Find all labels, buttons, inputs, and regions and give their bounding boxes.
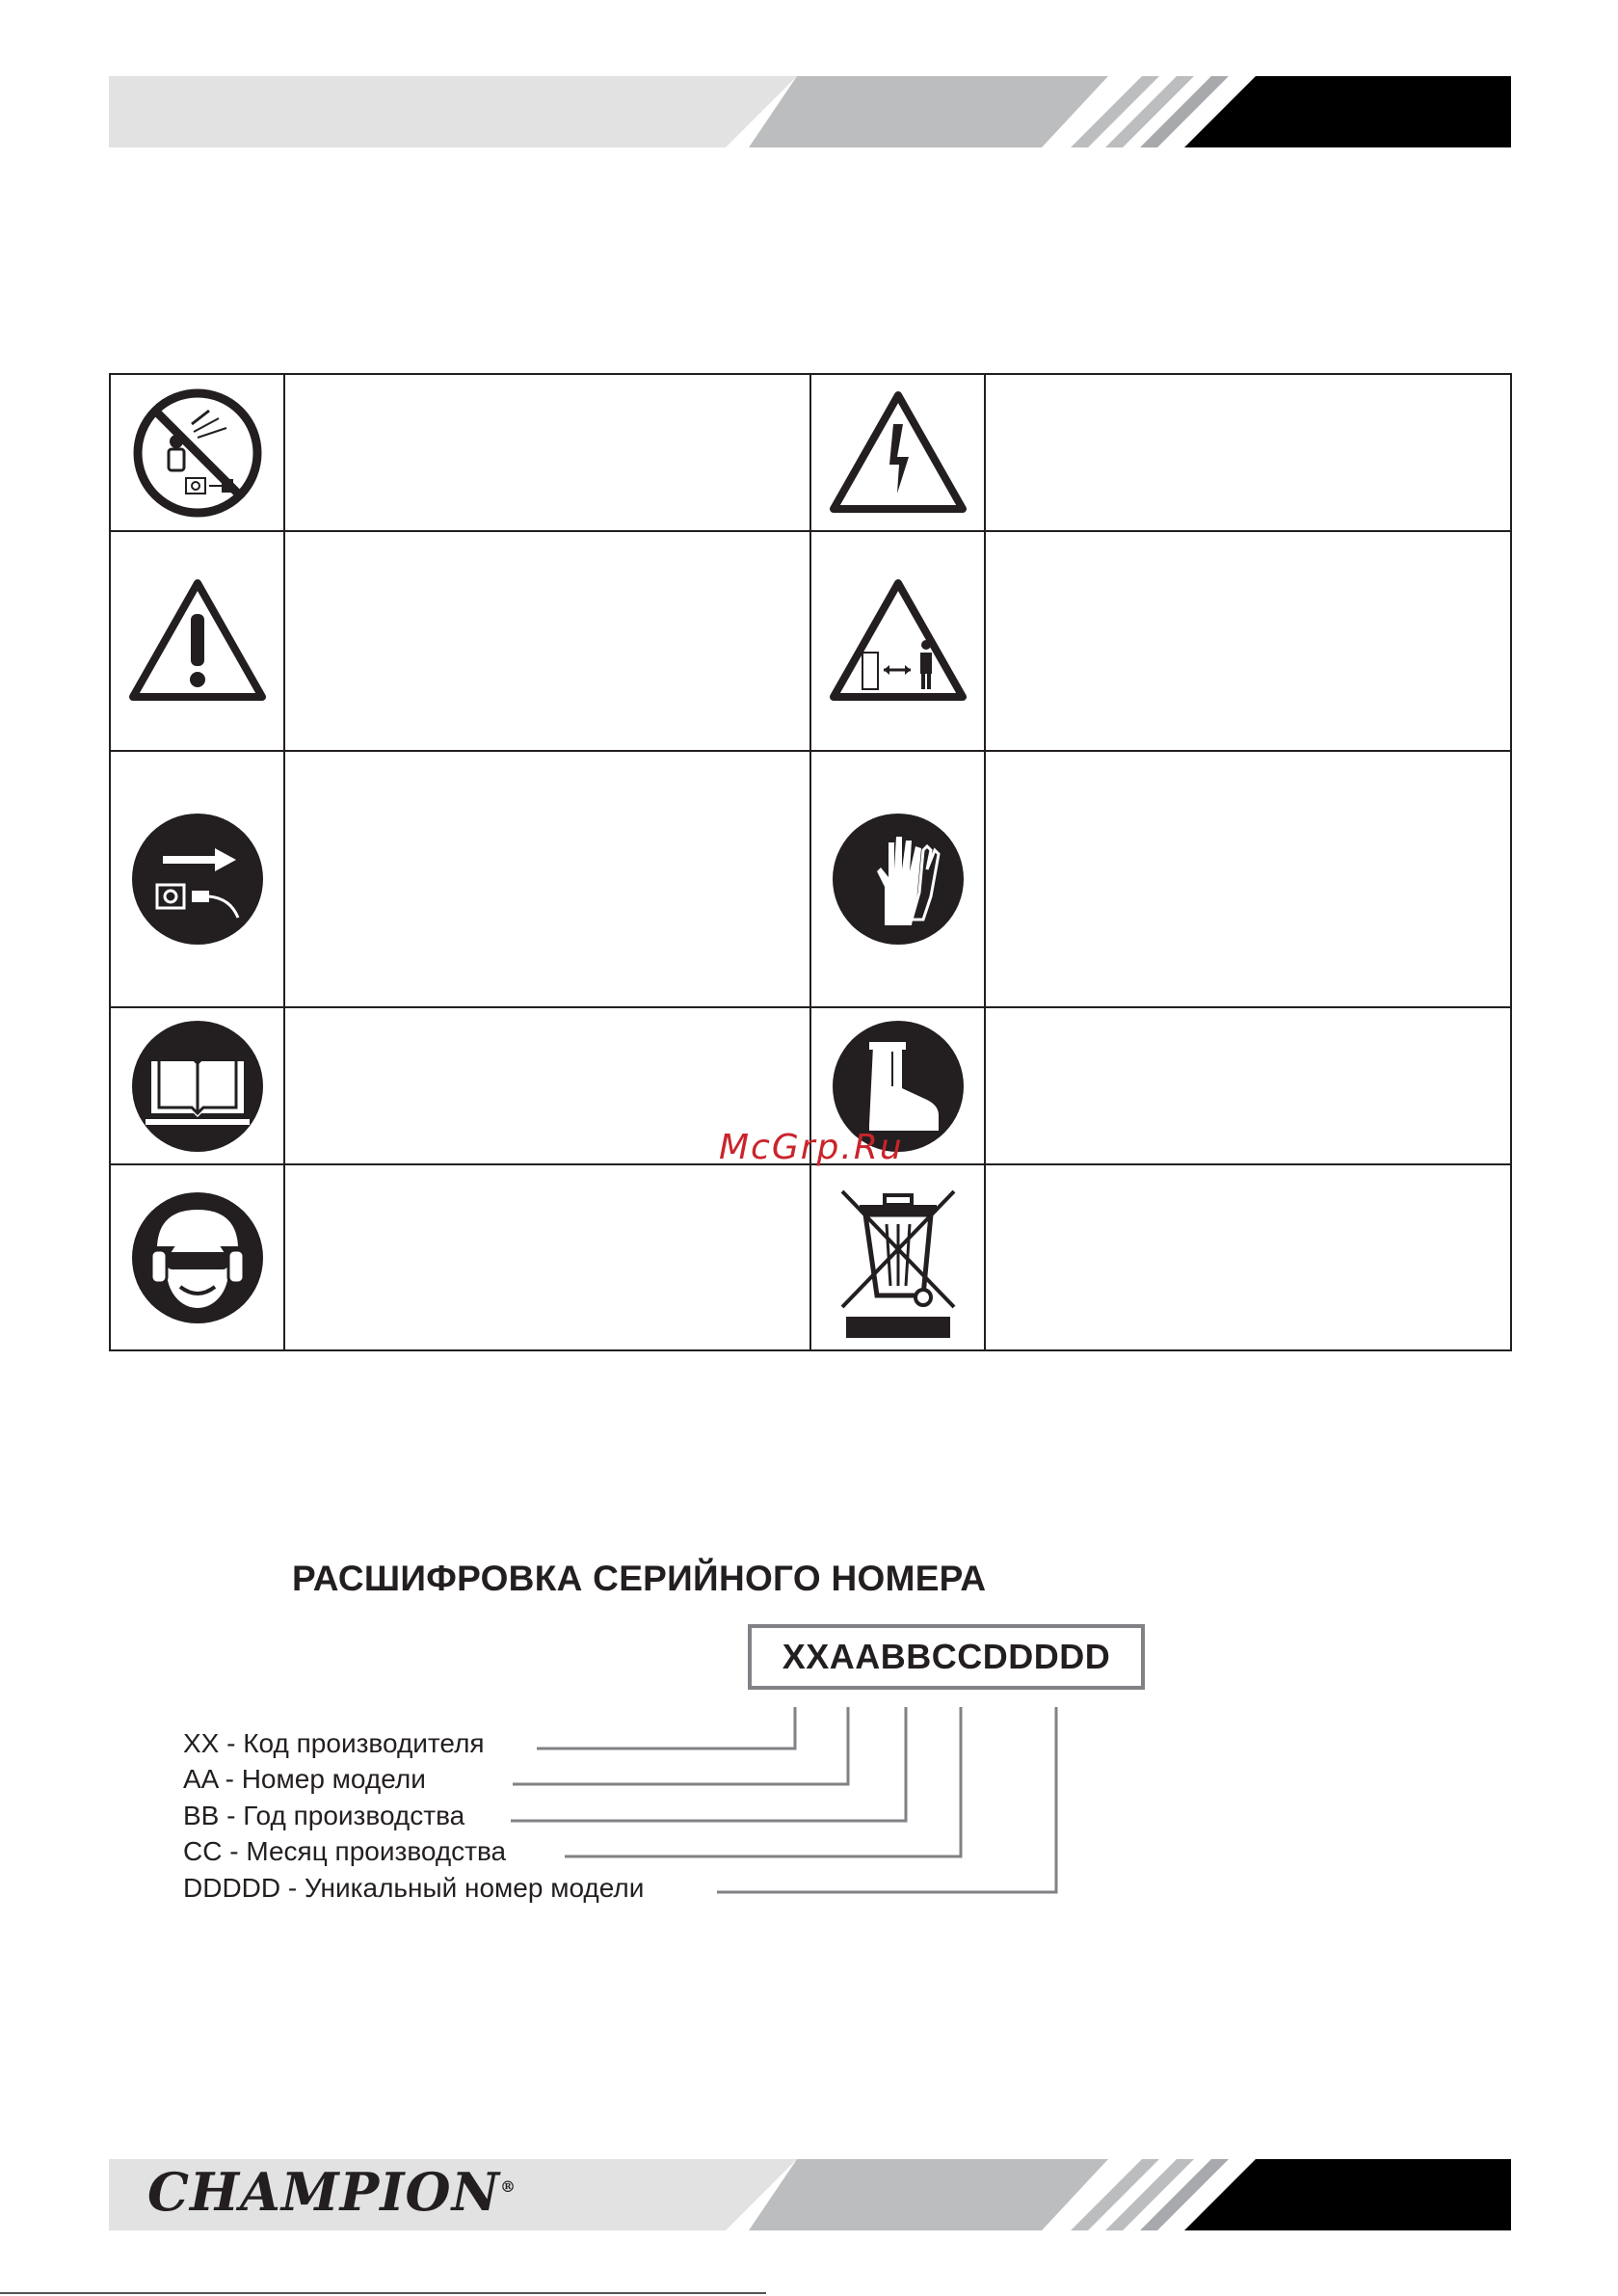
legend-meaning: Номер модели: [241, 1764, 426, 1794]
unplug-before-service-icon: [130, 812, 265, 947]
legend-meaning: Код производителя: [243, 1728, 485, 1758]
symbol-description: [985, 1164, 1511, 1350]
wear-protective-gloves-icon: [831, 812, 966, 947]
table-row: [110, 374, 1511, 531]
symbol-cell: [810, 374, 985, 531]
registered-mark: ®: [499, 2177, 517, 2196]
symbol-cell: [810, 531, 985, 751]
watermark: McGrp.Ru: [719, 1128, 904, 1167]
no-household-waste-disposal-icon: [831, 1176, 966, 1340]
legend-code: DDDDD: [183, 1873, 281, 1903]
legend-code: BB: [183, 1801, 220, 1830]
symbol-description: [985, 751, 1511, 1007]
legend-code: AA: [183, 1764, 218, 1794]
brand-name: CHAMPION: [147, 2161, 500, 2223]
table-row: [110, 531, 1511, 751]
symbol-cell: [810, 751, 985, 1007]
serial-decoding-title: РАСШИФРОВКА СЕРИЙНОГО НОМЕРА: [292, 1559, 987, 1598]
legend-item-production-month: CC - Месяц производства: [183, 1836, 507, 1866]
legend-item-model-number: AA - Номер модели: [183, 1764, 426, 1794]
champion-logo: [147, 2161, 517, 2223]
symbol-description: [985, 1007, 1511, 1164]
symbol-cell: [110, 374, 284, 531]
read-manual-icon: [130, 1019, 265, 1154]
high-voltage-warning-icon: [826, 386, 970, 521]
table-row: [110, 1164, 1511, 1350]
symbol-cell: [110, 1007, 284, 1164]
legend-item-manufacturer-code: XX - Код производителя: [183, 1728, 485, 1758]
symbol-cell: [110, 751, 284, 1007]
keep-safe-distance-warning-icon: [826, 574, 970, 708]
legend-code: XX: [183, 1728, 220, 1758]
wear-eye-and-ear-protection-icon: [130, 1190, 265, 1325]
symbol-cell: [110, 1164, 284, 1350]
table-row: [110, 751, 1511, 1007]
symbol-cell: [110, 531, 284, 751]
header-band: [109, 76, 1511, 147]
symbol-description: [284, 1164, 810, 1350]
serial-format-box: XXAABBCCDDDDD: [748, 1624, 1145, 1690]
symbol-description: [985, 374, 1511, 531]
symbol-description: [284, 374, 810, 531]
legend-meaning: Год производства: [243, 1801, 465, 1830]
general-caution-warning-icon: [125, 574, 270, 708]
legend-code: CC: [183, 1836, 223, 1866]
legend-item-unique-number: DDDDD - Уникальный номер модели: [183, 1873, 645, 1903]
legend-meaning: Месяц производства: [246, 1836, 507, 1866]
safety-symbols-table: [109, 373, 1512, 1351]
no-water-spray-on-person-and-electrics-icon: [130, 386, 265, 521]
legend-item-production-year: BB - Год производства: [183, 1801, 465, 1830]
symbol-description: [985, 531, 1511, 751]
legend-meaning: Уникальный номер модели: [305, 1873, 645, 1903]
footer-rule: [0, 2292, 766, 2294]
symbol-cell: [810, 1164, 985, 1350]
symbol-description: [284, 751, 810, 1007]
symbol-description: [284, 531, 810, 751]
